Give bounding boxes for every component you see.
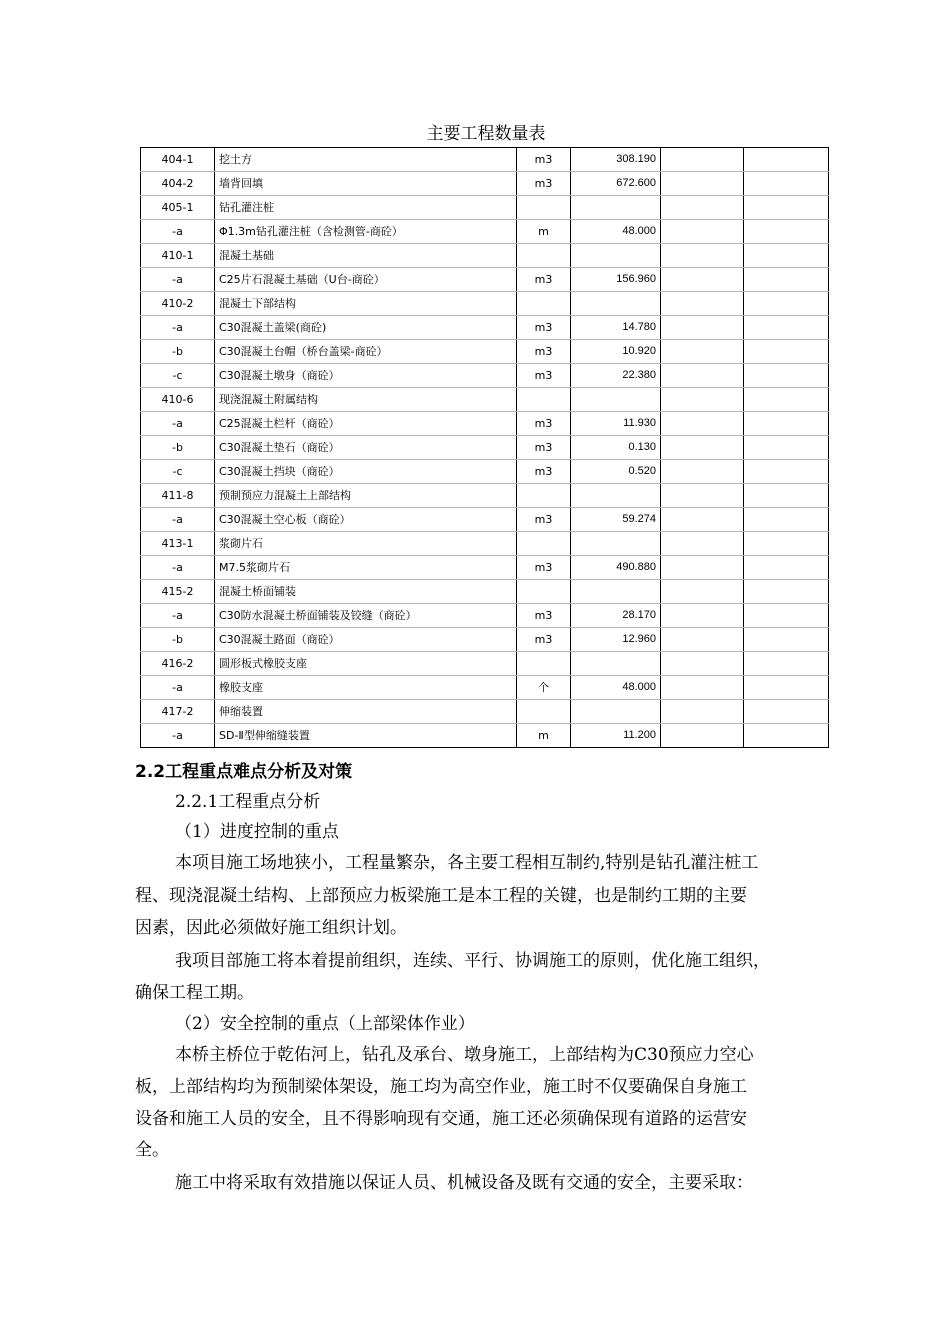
empty-cell <box>661 604 744 628</box>
name-cell: C30混凝土垫石（商砼） <box>215 436 517 460</box>
empty-cell <box>744 556 829 580</box>
quantity-cell <box>571 244 661 268</box>
quantity-table <box>140 147 829 748</box>
code-cell: -b <box>141 628 215 652</box>
table-row <box>141 532 829 556</box>
empty-cell <box>744 316 829 340</box>
name-cell: C30防水混凝土桥面铺装及铰缝（商砼） <box>215 604 517 628</box>
code-cell: 417-2 <box>141 700 215 724</box>
empty-cell <box>744 364 829 388</box>
name-cell: 钻孔灌注桩 <box>215 196 517 220</box>
code-cell: 410-6 <box>141 388 215 412</box>
empty-cell <box>744 676 829 700</box>
quantity-cell: 48.000 <box>571 220 661 244</box>
table-row <box>141 460 829 484</box>
unit-cell <box>517 484 571 508</box>
unit-cell <box>517 196 571 220</box>
unit-cell: m3 <box>517 364 571 388</box>
code-cell: -c <box>141 364 215 388</box>
code-cell: -a <box>141 604 215 628</box>
paragraph-line: 我项目部施工将本着提前组织，连续、平行、协调施工的原则，优化施工组织， <box>175 951 770 971</box>
unit-cell: m3 <box>517 340 571 364</box>
paragraph-line: 确保工程工期。 <box>135 983 254 1003</box>
unit-cell <box>517 652 571 676</box>
empty-cell <box>744 172 829 196</box>
unit-cell <box>517 292 571 316</box>
code-cell: 413-1 <box>141 532 215 556</box>
quantity-cell <box>571 388 661 412</box>
empty-cell <box>744 484 829 508</box>
unit-cell: m <box>517 220 571 244</box>
empty-cell <box>661 484 744 508</box>
name-cell: 浆砌片石 <box>215 532 517 556</box>
quantity-cell: 10.920 <box>571 340 661 364</box>
empty-cell <box>744 580 829 604</box>
table-title: 主要工程数量表 <box>426 124 546 144</box>
empty-cell <box>661 652 744 676</box>
table-row <box>141 244 829 268</box>
quantity-cell: 28.170 <box>571 604 661 628</box>
table-row <box>141 364 829 388</box>
empty-cell <box>661 148 744 172</box>
quantity-cell <box>571 532 661 556</box>
table-row <box>141 388 829 412</box>
name-cell: 混凝土基础 <box>215 244 517 268</box>
empty-cell <box>744 148 829 172</box>
empty-cell <box>661 436 744 460</box>
quantity-cell: 308.190 <box>571 148 661 172</box>
empty-cell <box>744 340 829 364</box>
empty-cell <box>744 244 829 268</box>
empty-cell <box>661 172 744 196</box>
unit-cell: m3 <box>517 508 571 532</box>
name-cell: C25片石混凝土基础（U台-商砼） <box>215 268 517 292</box>
quantity-cell <box>571 652 661 676</box>
empty-cell <box>661 268 744 292</box>
name-cell: 圆形板式橡胶支座 <box>215 652 517 676</box>
empty-cell <box>744 724 829 748</box>
table-row <box>141 508 829 532</box>
table-row <box>141 316 829 340</box>
quantity-cell: 11.200 <box>571 724 661 748</box>
empty-cell <box>744 508 829 532</box>
table-row <box>141 484 829 508</box>
name-cell: C30混凝土墩身（商砼） <box>215 364 517 388</box>
unit-cell <box>517 532 571 556</box>
empty-cell <box>661 316 744 340</box>
quantity-cell <box>571 484 661 508</box>
quantity-cell <box>571 580 661 604</box>
quantity-cell <box>571 700 661 724</box>
empty-cell <box>661 508 744 532</box>
unit-cell <box>517 244 571 268</box>
code-cell: -b <box>141 436 215 460</box>
unit-cell: m3 <box>517 604 571 628</box>
name-cell: 墙背回填 <box>215 172 517 196</box>
empty-cell <box>661 628 744 652</box>
unit-cell: m3 <box>517 148 571 172</box>
empty-cell <box>661 724 744 748</box>
table-row <box>141 268 829 292</box>
table-row <box>141 340 829 364</box>
code-cell: -a <box>141 412 215 436</box>
item2-heading: （2）安全控制的重点（上部梁体作业） <box>175 1014 475 1034</box>
code-cell: -a <box>141 268 215 292</box>
unit-cell: 个 <box>517 676 571 700</box>
unit-cell: m3 <box>517 556 571 580</box>
paragraph-line: 板，上部结构均为预制梁体架设，施工均为高空作业，施工时不仅要确保自身施工 <box>135 1077 747 1097</box>
unit-cell <box>517 580 571 604</box>
empty-cell <box>661 676 744 700</box>
code-cell: 404-1 <box>141 148 215 172</box>
paragraph-line: 施工中将采取有效措施以保证人员、机械设备及既有交通的安全，主要采取： <box>175 1173 753 1193</box>
empty-cell <box>744 292 829 316</box>
empty-cell <box>744 460 829 484</box>
table-row <box>141 436 829 460</box>
quantity-cell: 22.380 <box>571 364 661 388</box>
name-cell: SD-Ⅱ型伸缩缝装置 <box>215 724 517 748</box>
quantity-cell: 0.130 <box>571 436 661 460</box>
table-row <box>141 676 829 700</box>
empty-cell <box>744 220 829 244</box>
empty-cell <box>744 412 829 436</box>
paragraph-line: 全。 <box>135 1140 169 1160</box>
table-row <box>141 172 829 196</box>
quantity-cell: 14.780 <box>571 316 661 340</box>
empty-cell <box>661 220 744 244</box>
quantity-cell: 12.960 <box>571 628 661 652</box>
subsection-heading: 2.2.1工程重点分析 <box>175 792 321 812</box>
unit-cell <box>517 700 571 724</box>
code-cell: -b <box>141 340 215 364</box>
name-cell: 混凝土下部结构 <box>215 292 517 316</box>
quantity-cell: 11.930 <box>571 412 661 436</box>
unit-cell: m3 <box>517 172 571 196</box>
name-cell: C30混凝土空心板（商砼） <box>215 508 517 532</box>
unit-cell: m3 <box>517 436 571 460</box>
code-cell: 404-2 <box>141 172 215 196</box>
table-row <box>141 412 829 436</box>
empty-cell <box>661 580 744 604</box>
empty-cell <box>744 532 829 556</box>
quantity-cell: 0.520 <box>571 460 661 484</box>
empty-cell <box>661 388 744 412</box>
quantity-table-body <box>141 148 829 748</box>
table-row <box>141 196 829 220</box>
unit-cell: m3 <box>517 316 571 340</box>
paragraph-line: 本项目施工场地狭小，工程量繁杂，各主要工程相互制约,特别是钻孔灌注桩工 <box>175 853 759 873</box>
name-cell: C30混凝土挡块（商砼） <box>215 460 517 484</box>
name-cell: C25混凝土栏杆（商砼） <box>215 412 517 436</box>
item1-heading: （1）进度控制的重点 <box>175 822 339 842</box>
name-cell: 现浇混凝土附属结构 <box>215 388 517 412</box>
unit-cell <box>517 388 571 412</box>
name-cell: C30混凝土台帽（桥台盖梁-商砼） <box>215 340 517 364</box>
code-cell: 405-1 <box>141 196 215 220</box>
unit-cell: m3 <box>517 412 571 436</box>
unit-cell: m3 <box>517 628 571 652</box>
name-cell: 挖土方 <box>215 148 517 172</box>
empty-cell <box>661 532 744 556</box>
empty-cell <box>744 652 829 676</box>
empty-cell <box>661 700 744 724</box>
code-cell: 416-2 <box>141 652 215 676</box>
table-row <box>141 604 829 628</box>
paragraph-line: 程、现浇混凝土结构、上部预应力板梁施工是本工程的关键，也是制约工期的主要 <box>135 886 747 906</box>
empty-cell <box>744 436 829 460</box>
name-cell: C30混凝土路面（商砼） <box>215 628 517 652</box>
empty-cell <box>744 388 829 412</box>
empty-cell <box>744 268 829 292</box>
paragraph-line: 因素，因此必须做好施工组织计划。 <box>135 918 407 938</box>
quantity-cell <box>571 196 661 220</box>
table-row <box>141 148 829 172</box>
empty-cell <box>661 556 744 580</box>
code-cell: -a <box>141 316 215 340</box>
paragraph-line: 设备和施工人员的安全，且不得影响现有交通，施工还必须确保现有道路的运营安 <box>135 1109 747 1129</box>
code-cell: 415-2 <box>141 580 215 604</box>
empty-cell <box>744 628 829 652</box>
code-cell: -a <box>141 556 215 580</box>
paragraph-line: 本桥主桥位于乾佑河上，钻孔及承台、墩身施工，上部结构为C30预应力空心 <box>175 1045 754 1065</box>
code-cell: 410-2 <box>141 292 215 316</box>
name-cell: C30混凝土盖梁(商砼) <box>215 316 517 340</box>
name-cell: M7.5浆砌片石 <box>215 556 517 580</box>
table-row <box>141 220 829 244</box>
empty-cell <box>661 364 744 388</box>
empty-cell <box>744 604 829 628</box>
empty-cell <box>661 412 744 436</box>
code-cell: -a <box>141 508 215 532</box>
empty-cell <box>744 196 829 220</box>
code-cell: -a <box>141 220 215 244</box>
quantity-cell: 48.000 <box>571 676 661 700</box>
empty-cell <box>661 196 744 220</box>
table-row <box>141 292 829 316</box>
table-row <box>141 556 829 580</box>
table-row <box>141 652 829 676</box>
unit-cell: m <box>517 724 571 748</box>
empty-cell <box>661 292 744 316</box>
quantity-cell: 156.960 <box>571 268 661 292</box>
name-cell: 预制预应力混凝土上部结构 <box>215 484 517 508</box>
section-heading: 2.2工程重点难点分析及对策 <box>135 762 353 782</box>
table-row <box>141 700 829 724</box>
code-cell: -a <box>141 676 215 700</box>
quantity-cell: 672.600 <box>571 172 661 196</box>
quantity-cell <box>571 292 661 316</box>
name-cell: 混凝土桥面铺装 <box>215 580 517 604</box>
name-cell: 伸缩装置 <box>215 700 517 724</box>
code-cell: -a <box>141 724 215 748</box>
quantity-cell: 59.274 <box>571 508 661 532</box>
empty-cell <box>661 244 744 268</box>
quantity-cell: 490.880 <box>571 556 661 580</box>
code-cell: 410-1 <box>141 244 215 268</box>
empty-cell <box>661 340 744 364</box>
table-row <box>141 580 829 604</box>
unit-cell: m3 <box>517 268 571 292</box>
table-row <box>141 724 829 748</box>
code-cell: 411-8 <box>141 484 215 508</box>
name-cell: 橡胶支座 <box>215 676 517 700</box>
empty-cell <box>744 700 829 724</box>
name-cell: Φ1.3m钻孔灌注桩（含检测管-商砼） <box>215 220 517 244</box>
empty-cell <box>661 460 744 484</box>
table-row <box>141 628 829 652</box>
code-cell: -c <box>141 460 215 484</box>
unit-cell: m3 <box>517 460 571 484</box>
